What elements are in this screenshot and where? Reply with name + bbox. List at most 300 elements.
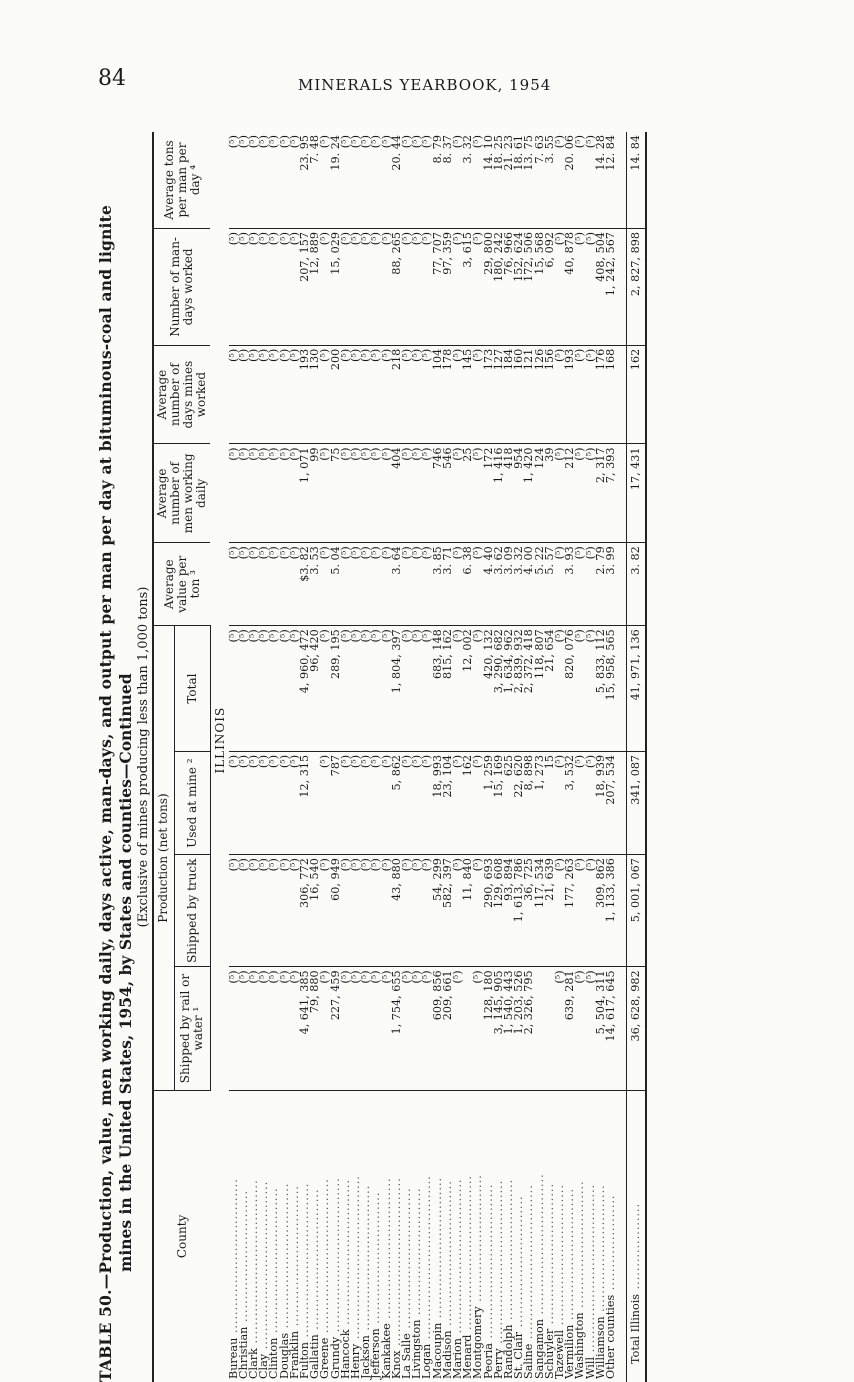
cell-total: (⁵) [473, 626, 483, 752]
cell-used-at-mine: (⁵) [473, 751, 483, 854]
cell-shipped-rail: (⁵) [259, 967, 269, 1090]
county-name: Marion [450, 1338, 464, 1379]
cell-avg-value: 6. 38 [463, 543, 473, 626]
cell-avg-tons: 7. 63 [535, 132, 545, 229]
cell-shipped-truck: 11, 840 [463, 855, 473, 967]
county-cell: La Salle ............................... [399, 1187, 413, 1379]
cell-used-at-mine: (⁵) [280, 751, 290, 854]
county-cell: Bureau .................................. [226, 1178, 240, 1379]
county-name: Macoupin [430, 1322, 444, 1379]
cell-shipped-rail: (⁵) [249, 967, 259, 1090]
cell-used-at-mine: 15, 169 [494, 751, 504, 854]
county-cell: Menard .................................. [461, 1175, 475, 1379]
cell-man-days: 40, 878 [565, 229, 575, 346]
cell-man-days: 207, 157 [300, 229, 310, 346]
cell-avg-tons: (⁵) [249, 132, 259, 229]
cell-avg-men: 172 [484, 444, 494, 543]
cell-shipped-truck: (⁵) [290, 855, 300, 967]
cell-avg-men: 546 [443, 444, 453, 543]
cell-shipped-truck: (⁵) [555, 855, 565, 967]
cell-avg-value: (⁵) [382, 543, 392, 626]
cell-used-at-mine: (⁵) [555, 751, 565, 854]
cell-avg-men: (⁵) [453, 444, 463, 543]
cell-avg-value: 5. 04 [331, 543, 341, 626]
cell-total: (⁵) [269, 626, 279, 752]
cell-man-days: (⁵) [361, 229, 371, 346]
cell-avg-days: (⁵) [402, 345, 412, 444]
county-name: Jefferson [369, 1328, 383, 1379]
county-cell: Clinton ................................ [267, 1187, 281, 1379]
cell-used-at-mine: (⁵) [351, 751, 361, 854]
cell-used-at-mine: 207, 534 [606, 751, 616, 854]
cell-total: (⁵) [351, 626, 361, 752]
cell-avg-men: (⁵) [249, 444, 259, 543]
cell-used-at-mine: (⁵) [361, 751, 371, 854]
county-name: Other counties [604, 1294, 618, 1379]
county-name: Hancock [338, 1329, 352, 1379]
header-shipped-rail: Shipped by rail or water ¹ [174, 967, 210, 1090]
cell-avg-men: (⁵) [371, 444, 381, 543]
cell-used-at-mine: 18, 939 [596, 751, 606, 854]
cell-shipped-truck: 36, 725 [524, 855, 534, 967]
cell-avg-tons: 8. 79 [433, 132, 443, 229]
cell-avg-value: 3. 32 [514, 543, 524, 626]
cell-avg-men: 2, 317 [596, 444, 606, 543]
cell-avg-tons: (⁵) [320, 132, 330, 229]
cell-shipped-truck: 54, 299 [433, 855, 443, 967]
cell-avg-value: 4. 40 [484, 543, 494, 626]
cell-avg-value: (⁵) [575, 543, 585, 626]
cell-total: 815, 162 [443, 626, 453, 752]
county-cell: Knox ..................................... [389, 1177, 403, 1379]
header-production-group: Production (net tons) [153, 626, 174, 1091]
cell-avg-days: 127 [494, 345, 504, 444]
cell-man-days: 152, 624 [514, 229, 524, 346]
cell-shipped-rail: (⁵) [402, 967, 412, 1090]
cell-used-at-mine: (⁵) [586, 751, 596, 854]
cell-avg-value: (⁵) [239, 543, 249, 626]
cell-avg-men: 746 [433, 444, 443, 543]
cell-man-days: 12, 889 [310, 229, 320, 346]
table-row [606, 132, 616, 1382]
header-used-at-mine: Used at mine ² [174, 751, 210, 854]
cell-avg-value: 5. 57 [545, 543, 555, 626]
total-shipped-rail: 36, 628, 982 [627, 967, 647, 1090]
cell-avg-value: 3. 62 [494, 543, 504, 626]
cell-total: (⁵) [555, 626, 565, 752]
cell-shipped-truck: 1, 613, 786 [514, 855, 524, 967]
cell-shipped-truck: 129, 608 [494, 855, 504, 967]
cell-avg-days: (⁵) [290, 345, 300, 444]
cell-avg-days: (⁵) [453, 345, 463, 444]
cell-total: (⁵) [320, 626, 330, 752]
cell-total: 12, 002 [463, 626, 473, 752]
cell-used-at-mine: (⁵) [412, 751, 422, 854]
cell-avg-days: (⁵) [341, 345, 351, 444]
cell-used-at-mine: (⁵) [269, 751, 279, 854]
cell-avg-men: (⁵) [412, 444, 422, 543]
total-row [627, 132, 647, 1382]
cell-used-at-mine: (⁵) [249, 751, 259, 854]
cell-total: 1, 634, 962 [504, 626, 514, 752]
county-cell: Hancock ................................ [338, 1178, 352, 1379]
cell-man-days: 77, 707 [433, 229, 443, 346]
cell-avg-days: (⁵) [382, 345, 392, 444]
cell-shipped-rail: (⁵) [341, 967, 351, 1090]
cell-shipped-truck: (⁵) [402, 855, 412, 967]
cell-avg-value: 3. 93 [565, 543, 575, 626]
county-cell: St. Clair ............................. [512, 1195, 526, 1379]
cell-avg-value: 3. 09 [504, 543, 514, 626]
county-name: Schuyler [542, 1328, 556, 1379]
table-title-continued: mines in the United States, 1954, by States and counties—Continued [116, 673, 135, 1272]
county-cell: Clark .................................... [246, 1179, 260, 1379]
cell-used-at-mine: (⁵) [575, 751, 585, 854]
cell-used-at-mine: 8, 898 [524, 751, 534, 854]
county-name: Washington [573, 1312, 587, 1379]
cell-avg-men: (⁵) [259, 444, 269, 543]
county-cell: Saline .................................. [522, 1184, 536, 1379]
cell-shipped-rail: (⁵) [412, 967, 422, 1090]
county-cell: Randolph ............................... [501, 1178, 515, 1379]
cell-man-days: 88, 265 [392, 229, 402, 346]
total-total: 41, 971, 136 [627, 626, 647, 752]
cell-shipped-rail: (⁵) [555, 967, 565, 1090]
cell-avg-men: (⁵) [320, 444, 330, 543]
cell-avg-value: 2. 79 [596, 543, 606, 626]
county-cell: Madison ................................ [440, 1180, 454, 1379]
cell-shipped-truck: 16, 540 [310, 855, 320, 967]
county-cell: Perry .................................... [491, 1179, 505, 1379]
county-name: Clark [246, 1348, 260, 1379]
cell-avg-tons: (⁵) [361, 132, 371, 229]
county-cell: Greene .................................. [318, 1178, 332, 1379]
county-cell: Marion .................................. [450, 1178, 464, 1379]
cell-avg-tons: (⁵) [555, 132, 565, 229]
cell-total: 820, 076 [565, 626, 575, 752]
total-avg-men: 17, 431 [627, 444, 647, 543]
county-cell: Washington ............................ [573, 1180, 587, 1379]
cell-avg-days: (⁵) [422, 345, 432, 444]
cell-avg-value: 3. 71 [443, 543, 453, 626]
cell-total: (⁵) [239, 626, 249, 752]
county-name: Tazewell [553, 1329, 566, 1379]
cell-avg-tons: 18. 25 [494, 132, 504, 229]
cell-avg-men: (⁵) [229, 444, 239, 543]
cell-avg-men: (⁵) [382, 444, 392, 543]
cell-total: (⁵) [371, 626, 381, 752]
cell-man-days: (⁵) [351, 229, 361, 346]
cell-used-at-mine: 1, 273 [535, 751, 545, 854]
cell-avg-value: (⁵) [586, 543, 596, 626]
cell-man-days: (⁵) [259, 229, 269, 346]
county-cell: Montgomery ............................ [471, 1174, 485, 1379]
cell-man-days: (⁵) [341, 229, 351, 346]
cell-man-days: 15, 029 [331, 229, 341, 346]
header-avg-days: Average number of days mines worked [153, 345, 210, 444]
county-name: Greene [318, 1337, 332, 1379]
cell-used-at-mine: (⁵) [382, 751, 392, 854]
cell-avg-value: (⁵) [259, 543, 269, 626]
county-cell: Christian ............................. [236, 1189, 250, 1379]
cell-avg-days: (⁵) [351, 345, 361, 444]
cell-avg-value: (⁵) [422, 543, 432, 626]
cell-shipped-rail: (⁵) [361, 967, 371, 1090]
cell-avg-value: 3. 85 [433, 543, 443, 626]
cell-shipped-truck: 60, 949 [331, 855, 341, 967]
cell-total: 118, 807 [535, 626, 545, 752]
cell-avg-tons: 21. 23 [504, 132, 514, 229]
county-name: La Salle [399, 1333, 413, 1379]
cell-shipped-rail: 128, 180 [484, 967, 494, 1090]
cell-avg-tons: (⁵) [341, 132, 351, 229]
cell-avg-days: (⁵) [229, 345, 239, 444]
cell-avg-men: (⁵) [341, 444, 351, 543]
cell-shipped-rail: 2, 326, 795 [524, 967, 534, 1090]
county-cell: Gallatin ............................... [308, 1188, 322, 1379]
cell-man-days: (⁵) [575, 229, 585, 346]
cell-used-at-mine: (⁵) [259, 751, 269, 854]
cell-avg-days: 168 [606, 345, 616, 444]
cell-shipped-rail: 14, 617, 645 [606, 967, 616, 1090]
cell-total: 2, 372, 418 [524, 626, 534, 752]
cell-avg-days: (⁵) [575, 345, 585, 444]
cell-avg-value: (⁵) [402, 543, 412, 626]
cell-man-days: (⁵) [249, 229, 259, 346]
cell-avg-value: (⁵) [412, 543, 422, 626]
cell-man-days: (⁵) [269, 229, 279, 346]
cell-avg-men: (⁵) [290, 444, 300, 543]
county-cell: Schuyler ............................... [542, 1182, 556, 1379]
cell-total: 15, 958, 565 [606, 626, 616, 752]
cell-avg-men: (⁵) [239, 444, 249, 543]
cell-avg-days: (⁵) [259, 345, 269, 444]
county-name: Montgomery [471, 1306, 485, 1379]
cell-avg-value: (⁵) [473, 543, 483, 626]
cell-shipped-truck: (⁵) [320, 855, 330, 967]
cell-avg-value: (⁵) [320, 543, 330, 626]
cell-total: 96, 420 [310, 626, 320, 752]
cell-man-days: (⁵) [473, 229, 483, 346]
header-shipped-truck: Shipped by truck [174, 855, 210, 967]
cell-avg-value: (⁵) [371, 543, 381, 626]
cell-avg-days: (⁵) [473, 345, 483, 444]
cell-avg-days: (⁵) [249, 345, 259, 444]
cell-shipped-truck: 290, 693 [484, 855, 494, 967]
cell-total: (⁵) [341, 626, 351, 752]
cell-avg-tons: (⁵) [269, 132, 279, 229]
county-cell: Peoria .................................. [481, 1183, 495, 1379]
cell-avg-men: 954 [514, 444, 524, 543]
cell-avg-days: (⁵) [320, 345, 330, 444]
county-cell: Douglas ................................ [277, 1182, 291, 1379]
cell-man-days: (⁵) [412, 229, 422, 346]
cell-shipped-rail: 227, 459 [331, 967, 341, 1090]
cell-shipped-rail: 609, 856 [433, 967, 443, 1090]
cell-avg-men: 1, 420 [524, 444, 534, 543]
county-name: Peoria [481, 1343, 495, 1379]
county-name: Menard [461, 1334, 475, 1379]
cell-used-at-mine: 15 [545, 751, 555, 854]
cell-avg-days: 178 [443, 345, 453, 444]
cell-avg-days: 126 [535, 345, 545, 444]
county-name: Madison [440, 1330, 454, 1379]
county-cell: Jefferson ............................. [369, 1191, 383, 1379]
county-name: Saline [522, 1343, 536, 1379]
cell-avg-tons: 7. 48 [310, 132, 320, 229]
header-avg-tons: Average tons per man per day ⁴ [153, 132, 210, 229]
cell-avg-men: (⁵) [586, 444, 596, 543]
cell-avg-days: 184 [504, 345, 514, 444]
cell-man-days: (⁵) [371, 229, 381, 346]
cell-shipped-rail: (⁵) [473, 967, 483, 1090]
cell-avg-men: 75 [331, 444, 341, 543]
cell-man-days: (⁵) [555, 229, 565, 346]
cell-used-at-mine: 1, 259 [484, 751, 494, 854]
county-name: Bureau [226, 1337, 240, 1379]
cell-used-at-mine: 5, 862 [392, 751, 402, 854]
county-cell: Livingston ............................ [410, 1187, 424, 1379]
cell-avg-days: (⁵) [269, 345, 279, 444]
cell-total: 21, 654 [545, 626, 555, 752]
county-cell: Franklin ............................... [287, 1185, 301, 1379]
cell-man-days: 180, 242 [494, 229, 504, 346]
cell-shipped-rail: (⁵) [422, 967, 432, 1090]
total-used-at-mine: 341, 087 [627, 751, 647, 854]
cell-shipped-truck: (⁵) [351, 855, 361, 967]
county-name: Sangamon [532, 1319, 546, 1379]
cell-shipped-truck: 93, 894 [504, 855, 514, 967]
cell-man-days: 29, 800 [484, 229, 494, 346]
cell-avg-tons: 14. 28 [596, 132, 606, 229]
county-name: Knox [389, 1350, 403, 1379]
cell-shipped-rail: 4, 641, 385 [300, 967, 310, 1090]
cell-avg-men: (⁵) [280, 444, 290, 543]
cell-avg-tons: 12. 84 [606, 132, 616, 229]
cell-total: 5, 833, 112 [596, 626, 606, 752]
table-subtitle: (Exclusive of mines producing less than 1,000 tons) [136, 586, 151, 928]
cell-shipped-rail: (⁵) [453, 967, 463, 1090]
cell-avg-value: (⁵) [269, 543, 279, 626]
cell-used-at-mine: 22, 620 [514, 751, 524, 854]
cell-shipped-truck: (⁵) [341, 855, 351, 967]
cell-avg-value: (⁵) [341, 543, 351, 626]
cell-shipped-rail: (⁵) [280, 967, 290, 1090]
cell-shipped-rail: (⁵) [229, 967, 239, 1090]
county-name: Franklin [287, 1330, 301, 1379]
cell-avg-men: 1, 071 [300, 444, 310, 543]
cell-avg-tons: (⁵) [280, 132, 290, 229]
cell-avg-days: (⁵) [371, 345, 381, 444]
county-cell: Will ..................................... [583, 1183, 597, 1379]
cell-shipped-truck: 582, 397 [443, 855, 453, 967]
cell-avg-tons: (⁵) [575, 132, 585, 229]
cell-avg-days: 193 [565, 345, 575, 444]
cell-avg-men: 124 [535, 444, 545, 543]
cell-used-at-mine: (⁵) [402, 751, 412, 854]
cell-avg-days: 130 [310, 345, 320, 444]
cell-total: (⁵) [453, 626, 463, 752]
county-cell: Williamson ............................ [593, 1184, 607, 1379]
cell-avg-men: 1, 416 [494, 444, 504, 543]
cell-avg-tons: 13. 75 [524, 132, 534, 229]
cell-total: 683, 148 [433, 626, 443, 752]
cell-shipped-rail [545, 967, 555, 1090]
header-avg-value: Average value per ton ³ [153, 543, 210, 626]
cell-avg-men: (⁵) [555, 444, 565, 543]
cell-avg-men: (⁵) [361, 444, 371, 543]
cell-shipped-truck: (⁵) [422, 855, 432, 967]
cell-avg-value: (⁵) [361, 543, 371, 626]
cell-used-at-mine: (⁵) [341, 751, 351, 854]
county-name: Gallatin [308, 1334, 322, 1379]
total-avg-tons: 14. 84 [627, 132, 647, 229]
cell-shipped-truck: 43, 880 [392, 855, 402, 967]
total-label: Total Illinois ................... [627, 1090, 647, 1382]
cell-used-at-mine: (⁵) [229, 751, 239, 854]
county-name: St. Clair [512, 1331, 526, 1379]
cell-man-days: 3, 615 [463, 229, 473, 346]
cell-shipped-truck: (⁵) [412, 855, 422, 967]
cell-avg-tons: (⁵) [382, 132, 392, 229]
cell-shipped-truck: (⁵) [382, 855, 392, 967]
cell-avg-tons: (⁵) [422, 132, 432, 229]
county-name: Livingston [410, 1319, 424, 1379]
county-cell: Vermilion ............................. [563, 1188, 577, 1379]
cell-shipped-truck: 21, 639 [545, 855, 555, 967]
cell-shipped-rail: (⁵) [239, 967, 249, 1090]
cell-avg-tons: (⁵) [239, 132, 249, 229]
cell-avg-tons: 19. 24 [331, 132, 341, 229]
cell-avg-tons: 3. 32 [463, 132, 473, 229]
county-cell: Clay ..................................... [257, 1180, 271, 1379]
cell-shipped-rail [535, 967, 545, 1090]
cell-avg-days: 104 [433, 345, 443, 444]
cell-avg-days: 121 [524, 345, 534, 444]
header-avg-men: Average number of men working daily [153, 444, 210, 543]
cell-avg-men: 7, 393 [606, 444, 616, 543]
cell-avg-tons: 18. 61 [514, 132, 524, 229]
cell-avg-days: (⁵) [361, 345, 371, 444]
cell-man-days: (⁵) [586, 229, 596, 346]
county-name: Randolph [501, 1324, 515, 1379]
cell-avg-value: (⁵) [249, 543, 259, 626]
cell-avg-days: 145 [463, 345, 473, 444]
cell-avg-value: (⁵) [351, 543, 361, 626]
county-name: Logan [420, 1343, 434, 1379]
page-number: 84 [98, 66, 126, 91]
cell-shipped-rail: (⁵) [575, 967, 585, 1090]
cell-shipped-rail: 1, 203, 526 [514, 967, 524, 1090]
cell-shipped-rail: 3, 145, 905 [494, 967, 504, 1090]
cell-avg-days: 176 [596, 345, 606, 444]
cell-used-at-mine: 787 [331, 751, 341, 854]
cell-avg-men: 212 [565, 444, 575, 543]
cell-total: (⁵) [412, 626, 422, 752]
cell-avg-men: (⁵) [422, 444, 432, 543]
cell-shipped-truck: (⁵) [280, 855, 290, 967]
cell-avg-tons: 20. 44 [392, 132, 402, 229]
cell-avg-tons: (⁵) [259, 132, 269, 229]
county-cell: Other counties ..................... [604, 1194, 618, 1379]
cell-shipped-rail [463, 967, 473, 1090]
cell-avg-tons: (⁵) [229, 132, 239, 229]
cell-shipped-truck: 117, 534 [535, 855, 545, 967]
cell-avg-value: 3. 99 [606, 543, 616, 626]
cell-used-at-mine: (⁵) [422, 751, 432, 854]
total-avg-value: 3. 82 [627, 543, 647, 626]
cell-avg-value: (⁵) [555, 543, 565, 626]
